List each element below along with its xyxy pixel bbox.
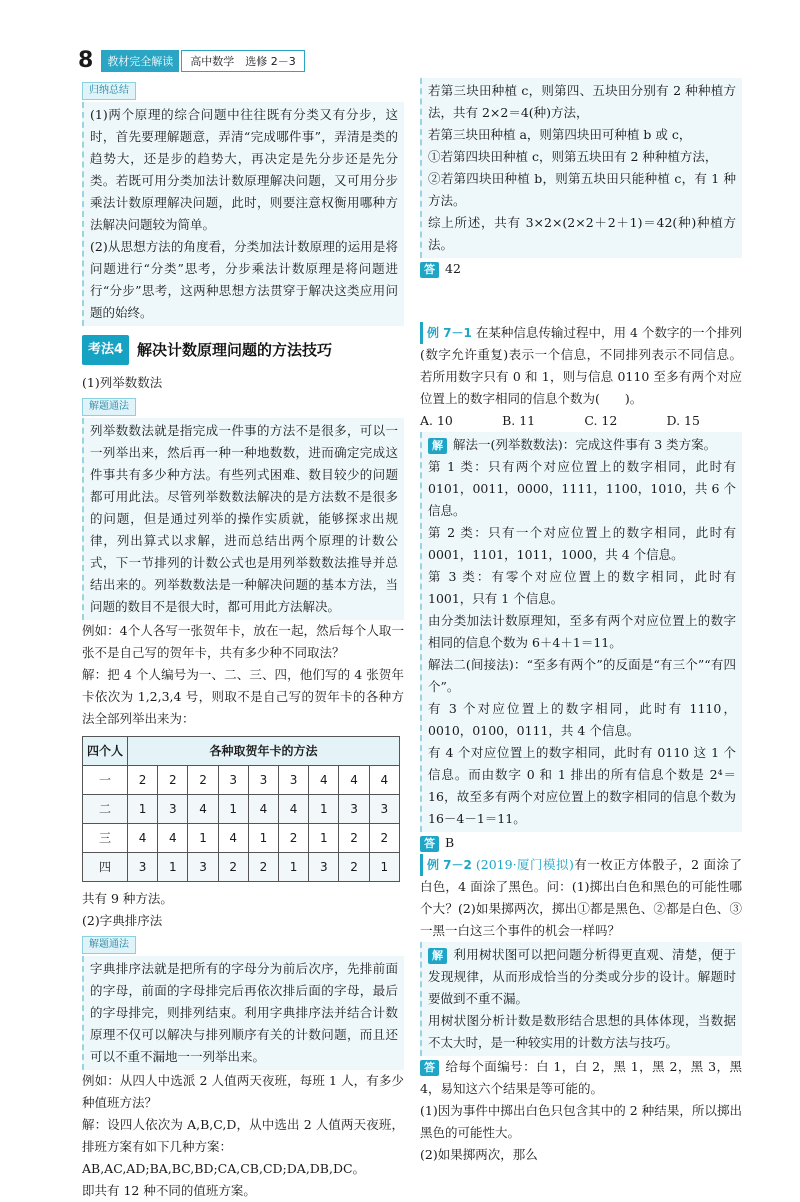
table-cell: 2 (188, 766, 218, 795)
option-c: C. 12 (584, 413, 618, 428)
solution-box (420, 942, 742, 1056)
table-cell: 3 (309, 853, 339, 882)
method-box (82, 956, 404, 1070)
left-column (82, 78, 404, 1202)
section-title: 解决计数原理问题的方法技巧 (137, 341, 333, 359)
table-cell: 4 (339, 766, 369, 795)
table-header: 各种取贺年卡的方法 (128, 737, 400, 766)
example-text: 在某种信息传输过程中，用 4 个数字的一个排列(数字允许重复)表示一个信息，不同排列表示不同信息。若所用数字只有 0 和 1，则与信息 0110 至多有两个对应位置上的数字相同的信息个数为( )。 (420, 325, 742, 406)
table-cell: 3 (158, 795, 188, 824)
option-a: A. 10 (420, 413, 453, 428)
answer-value: B (445, 835, 455, 850)
table-cell: 4 (218, 824, 248, 853)
table-cell: 3 (279, 766, 309, 795)
solution-line: 若第三块田种植 c，则第四、五块田分别有 2 种种植方法，共有 2×2＝4(种)方法， (428, 83, 736, 120)
table-cell: 2 (339, 824, 369, 853)
table-cell: 2 (369, 824, 399, 853)
example-label: 例 7－2 (420, 854, 472, 876)
solution-line (428, 944, 736, 1010)
table-cell: 4 (248, 795, 278, 824)
example-text: 例如：从四人中选派 2 人值两天夜班，每班 1 人，有多少种值班方法？ (82, 1073, 404, 1110)
solution-text: 解法一(列举数数法)：完成这件事有 3 类方案。 (453, 437, 717, 452)
answer-badge: 答 (420, 836, 439, 852)
table-row (83, 824, 400, 853)
table-cell: 4 (158, 824, 188, 853)
example-72 (420, 854, 742, 942)
example-text: 例如：4个人各写一张贺年卡，放在一起，然后每个人取一张不是自己写的贺年卡，共有多少种不同取法？ (82, 623, 404, 660)
solution-text: 利用树状图可以把问题分析得更直观、清楚，便于发现规律，从而形成恰当的分类或分步的设计。解题时要做到不重不漏。 (428, 947, 736, 1006)
table-cell: 1 (279, 853, 309, 882)
answer-line: (1)因为事件中掷出白色只包含其中的 2 种结果，所以掷出黑色的可能性大。 (420, 1103, 742, 1140)
row-label: 一 (83, 766, 128, 795)
table-cell: 2 (218, 853, 248, 882)
table-cell: 3 (369, 795, 399, 824)
table-cell: 1 (369, 853, 399, 882)
answer-line (420, 258, 742, 280)
table-cell: 2 (128, 766, 158, 795)
solution-line: 由分类加法计数原理知，至多有两个对应位置上的数字相同的信息个数为 6＋4＋1＝11。 (428, 613, 736, 650)
method-text: 列举数数法就是指完成一件事的方法不是很多，可以一一列举出来，然后再一种一种地数数，进而确定完成这件事共有多少种方法。有些列式困难、数目较少的问题都可用此法。尽管列举数数法解决的是方法数不是很多的问题，但是通过列举的操作实质就，能够探求出规律，列出算式以求解，进而总结出两个原理的计数公式，下一节排列的计数公式也是用列举数数法推导并总结出来的。列举数数法是一种解决问题的基本方法，当问题的数目不是很大时，都可用此方法解决。 (90, 423, 398, 614)
example-label: 例 7－1 (420, 322, 472, 344)
table-cell: 1 (158, 853, 188, 882)
course-label: 高中数学 选修 2－3 (181, 50, 305, 72)
table-cell: 3 (128, 853, 158, 882)
answer-badge: 答 (420, 262, 439, 278)
table-cell: 4 (279, 795, 309, 824)
series-label: 教材完全解读 (101, 50, 179, 72)
section-badge: 考法4 (82, 335, 129, 365)
solution-line: 用树状图分析计数是数形结合思想的具体体现，当数据不太大时，是一种较实用的计数方法与技巧。 (428, 1013, 736, 1050)
solution-line: 第 3 类：有零个对应位置上的数字相同，此时有 1001，只有 1 个信息。 (428, 569, 736, 606)
example-text: 有一枚正方体骰子，2 面涂了白色，4 面涂了黑色。问：(1)掷出白色和黑色的可能性哪个大？(2)如果掷两次，掷出①都是黑色、②都是白色、③一黑一白这三个事件的机会一样吗？ (420, 857, 742, 938)
answer-line: (2)如果掷两次，那么 (420, 1147, 538, 1162)
answer-line (420, 1056, 742, 1100)
table-cell: 2 (339, 853, 369, 882)
option-b: B. 11 (502, 413, 536, 428)
summary-paragraph: (2)从思想方法的角度看，分类加法计数原理的运用是将问题进行“分类”思考，分步乘法计数原理是将问题进行“分步”思考，这两种思想方法贯穿于解决这类应用问题的始终。 (90, 239, 398, 320)
table-cell: 1 (218, 795, 248, 824)
method-tag: 解题通法 (82, 398, 136, 416)
solution-text: 解：设四人依次为 A,B,C,D，从中选出 2 人值两天夜班，排班方案有如下几种方案： (82, 1117, 404, 1154)
summary-paragraph: (1)两个原理的综合问题中往往既有分类又有分步，这时，首先要理解题意，弄清“完成哪件事”，弄清是类的趋势大，还是步的趋势大，再决定是先分步还是先分类。若既可用分类加法计数原理解决问题，又可用分步乘法计数原理解决问题，此时，则要注意权衡用哪种方法解决问题较为简单。 (90, 107, 398, 232)
solution-line: 第 1 类：只有两个对应位置上的数字相同，此时有 0101，0011，0000，1111，1100，1010，共 6 个信息。 (428, 459, 736, 518)
table-cell: 2 (279, 824, 309, 853)
table-header-row (83, 737, 400, 766)
choice-options (420, 410, 700, 432)
table-cell: 1 (309, 824, 339, 853)
table-cell: 4 (128, 824, 158, 853)
solution-line: 有 3 个对应位置上的数字相同，此时有 1110，0010，0100，0111，共 4 个信息。 (428, 701, 736, 738)
answer-badge: 答 (420, 1060, 439, 1076)
schedule-list: AB,AC,AD;BA,BC,BD;CA,CB,CD;DA,DB,DC。 (82, 1161, 366, 1176)
table-cell: 2 (248, 853, 278, 882)
solution-line: ②若第四块田种植 b，则第五块田只能种植 c，有 1 种方法。 (428, 171, 736, 208)
table-cell: 1 (188, 824, 218, 853)
table-cell: 3 (218, 766, 248, 795)
solution-line: 解法二(间接法)：“至多有两个”的反面是“有三个”“有四个”。 (428, 657, 736, 694)
answer-text: 给每个面编号：白 1，白 2，黑 1，黑 2，黑 3，黑 4，易知这六个结果是等可能的。 (420, 1059, 742, 1096)
table-row (83, 795, 400, 824)
section-heading (82, 336, 404, 364)
continued-solution (420, 78, 742, 258)
answer-value: 42 (445, 261, 461, 276)
solution-box (420, 432, 742, 832)
solution-line: 综上所述，共有 3×2×(2×2＋2＋1)＝42(种)种植方法。 (428, 215, 736, 252)
solution-badge: 解 (428, 438, 447, 454)
table-cell: 3 (248, 766, 278, 795)
table-header: 四个人 (83, 737, 128, 766)
example-source: (2019·厦门模拟) (475, 857, 574, 872)
card-table (82, 736, 400, 882)
solution-line: 有 4 个对应位置上的数字相同，此时有 0110 这 1 个信息。而由数字 0 和 1 排出的所有信息个数是 2⁴＝16，故至多有两个对应位置上的数字相同的信息个数为 16－4－1＝11。 (428, 745, 736, 826)
table-cell: 2 (158, 766, 188, 795)
right-column (420, 78, 742, 1166)
solution-line: 第 2 类：只有一个对应位置上的数字相同，此时有 0001，1101，1011，1000，共 4 个信息。 (428, 525, 736, 562)
table-row (83, 853, 400, 882)
answer-line (420, 832, 742, 854)
table-cell: 1 (248, 824, 278, 853)
table-cell: 1 (128, 795, 158, 824)
solution-line: 若第三块田种植 a，则第四块田可种植 b 或 c， (428, 127, 692, 142)
row-label: 三 (83, 824, 128, 853)
summary-tag: 归纳总结 (82, 82, 136, 100)
row-label: 四 (83, 853, 128, 882)
summary-box (82, 102, 404, 326)
solution-badge: 解 (428, 948, 447, 964)
total-text: 共有 9 种方法。 (82, 891, 173, 906)
option-d: D. 15 (666, 413, 700, 428)
table-cell: 4 (369, 766, 399, 795)
solution-text: 解：把 4 个人编号为一、二、三、四，他们写的 4 张贺年卡依次为 1,2,3,4 号，则取不是自己写的贺年卡的各种方法全部列举出来为： (82, 667, 404, 726)
page-header (78, 50, 305, 72)
method-box (82, 418, 404, 620)
table-cell: 3 (339, 795, 369, 824)
total-text: 即共有 12 种不同的值班方案。 (82, 1183, 256, 1198)
solution-line (428, 434, 736, 456)
table-row (83, 766, 400, 795)
method-tag: 解题通法 (82, 936, 136, 954)
row-label: 二 (83, 795, 128, 824)
table-cell: 3 (188, 853, 218, 882)
method-text: 字典排序法就是把所有的字母分为前后次序，先排前面的字母，前面的字母排完后再依次排后面的字母，最后的字母排完，则排列结束。利用字典排序法并结合计数原理不仅可以解决与排列顺序有关的计数问题，而且还可以不重不漏地一一列举出来。 (90, 961, 398, 1064)
solution-line: ①若第四块田种植 c，则第五块田有 2 种种植方法， (428, 149, 718, 164)
subheading: (1)列举数数法 (82, 375, 163, 390)
table-cell: 4 (309, 766, 339, 795)
example-71 (420, 322, 742, 410)
table-cell: 4 (188, 795, 218, 824)
subheading: (2)字典排序法 (82, 913, 163, 928)
page-number: 8 (78, 48, 94, 73)
table-cell: 1 (309, 795, 339, 824)
